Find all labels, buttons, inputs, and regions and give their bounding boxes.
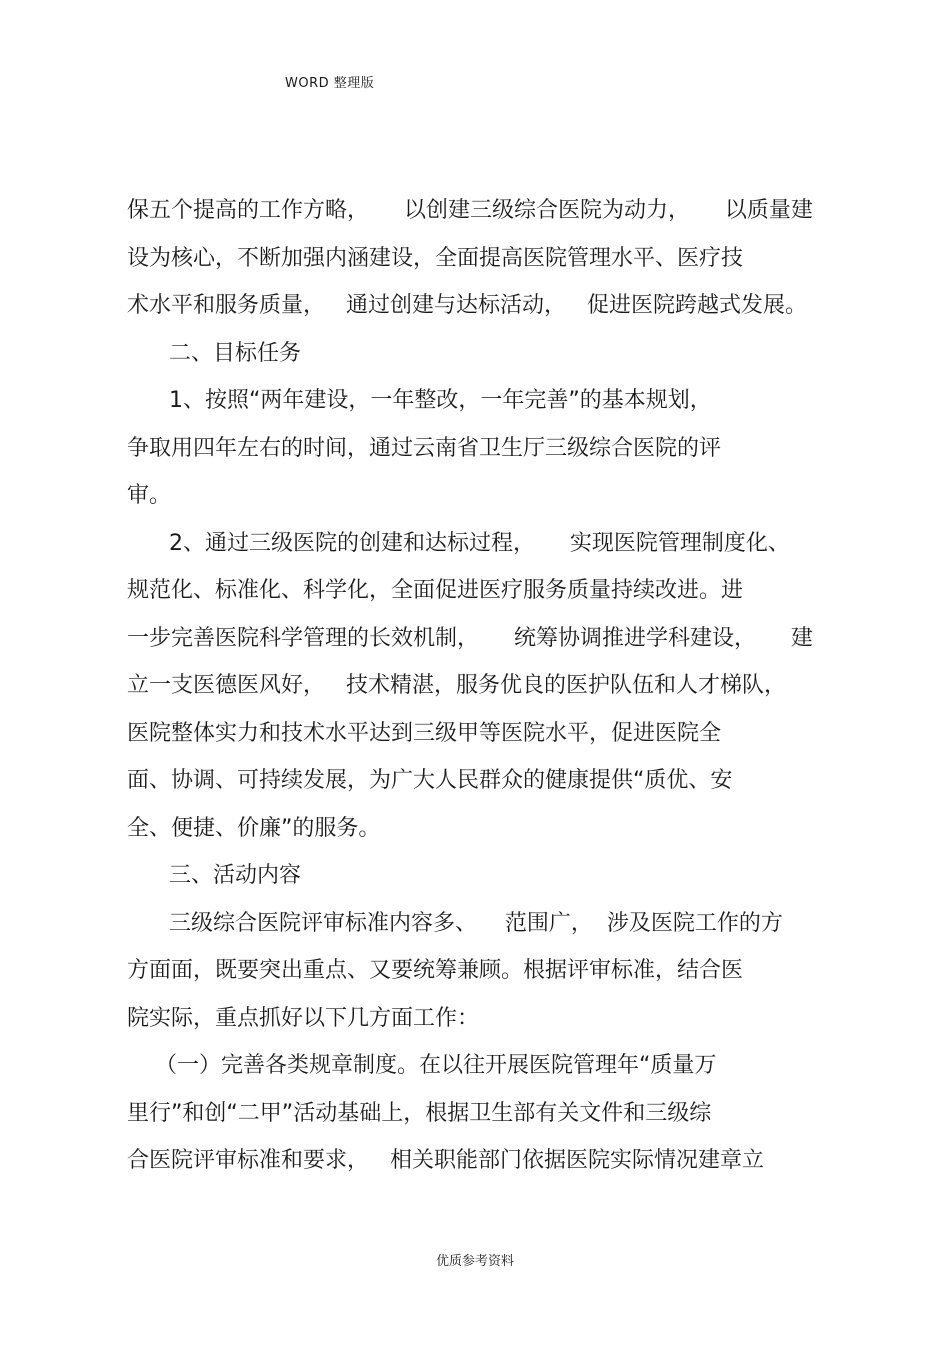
paragraph-line: 2、通过三级医院的创建和达标过程， 实现医院管理制度化、 [127,530,790,556]
paragraph-line: 立一支医德医风好， 技术精湛，服务优良的医护队伍和人才梯队， [127,673,786,698]
paragraph-line: 方面面，既要突出重点、又要统筹兼顾。根据评审标准，结合医 [127,958,744,983]
section-heading: 三、活动内容 [127,863,301,888]
section-heading: 二、目标任务 [127,340,301,366]
document-body [127,196,847,1194]
paragraph-line: 三级综合医院评审标准内容多、 范围广， 涉及医院工作的方 [127,910,783,936]
page-header: WORD 整理版 [285,76,375,91]
paragraph-line: 术水平和服务质量， 通过创建与达标活动， 促进医院跨越式发展。 [127,293,807,318]
paragraph-line: 1、按照“两年建设，一年整改，一年完善”的基本规划， [127,388,712,413]
paragraph-line: （一）完善各类规章制度。在以往开展医院管理年“质量万 [127,1053,717,1078]
paragraph-line: 里行”和创“二甲”活动基础上，根据卫生部有关文件和三级综 [127,1100,712,1126]
paragraph-line: 全、便捷、价廉”的服务。 [127,815,381,841]
page-footer: 优质参考资料 [435,1254,514,1269]
paragraph-line: 设为核心，不断加强内涵建设，全面提高医院管理水平、医疗技 [127,245,744,271]
paragraph-line: 合医院评审标准和要求， 相关职能部门依据医院实际情况建章立 [127,1148,764,1173]
paragraph-line: 一步完善医院科学管理的长效机制， 统筹协调推进学科建设， 建 [127,625,813,651]
paragraph-line: 规范化、标准化、科学化，全面促进医疗服务质量持续改进。进 [127,578,744,603]
paragraph-line: 院实际，重点抓好以下几方面工作： [127,1005,480,1031]
paragraph-line: 争取用四年左右的时间，通过云南省卫生厅三级综合医院的评 [127,435,722,461]
paragraph-line: 面、协调、可持续发展，为广大人民群众的健康提供“质优、安 [127,768,733,793]
paragraph-line: 医院整体实力和技术水平达到三级甲等医院水平，促进医院全 [127,720,722,746]
paragraph-line: 保五个提高的工作方略， 以创建三级综合医院为动力， 以质量建 [127,198,813,223]
paragraph-line: 审。 [127,483,172,508]
